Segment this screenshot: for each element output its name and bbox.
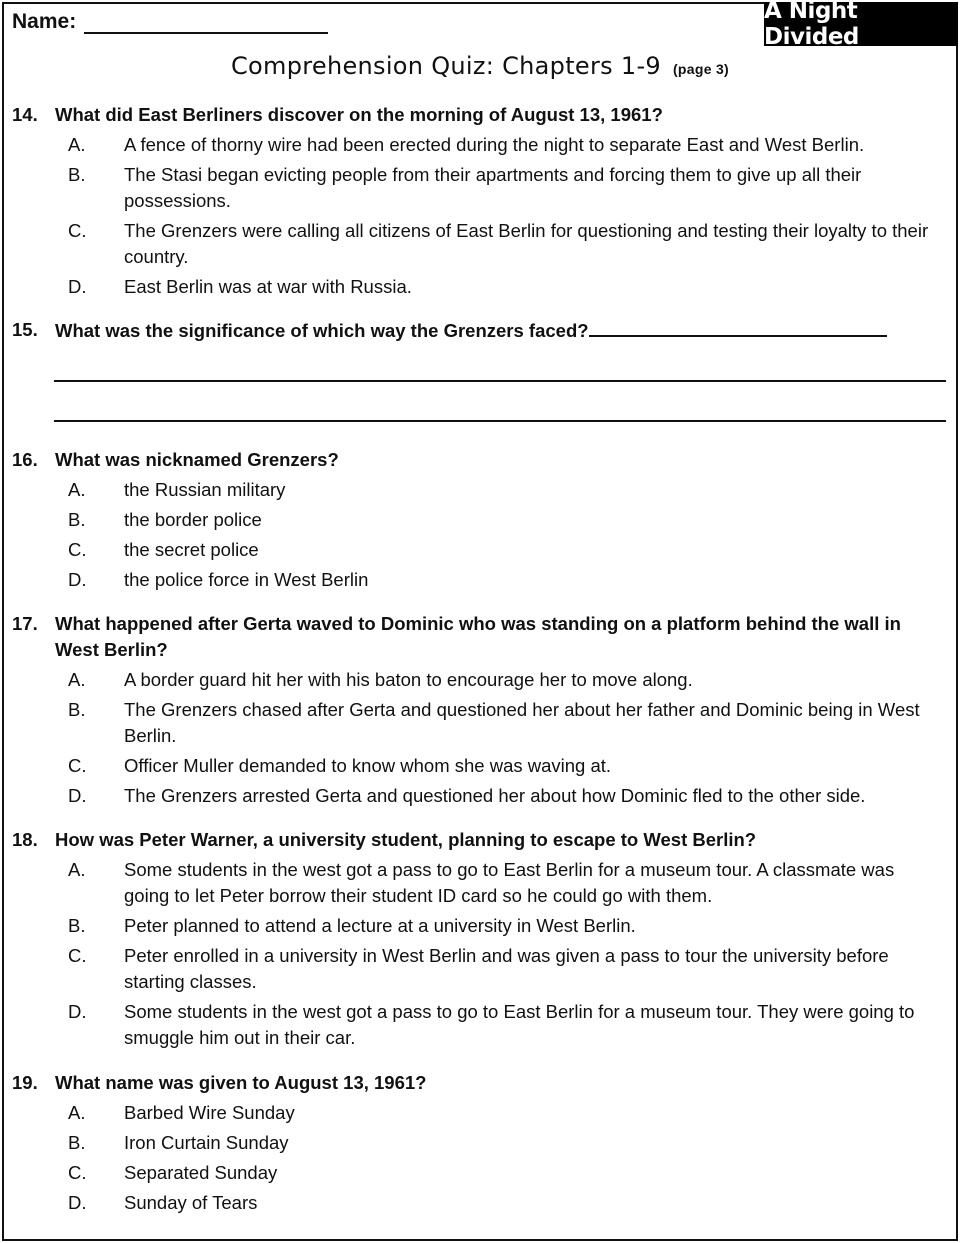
option-text: A border guard hit her with his baton to encourage her to move along. [124, 669, 693, 690]
option-letter: B. [68, 509, 86, 530]
option-letter: A. [68, 134, 86, 155]
quiz-title-text: Comprehension Quiz: Chapters 1-9 [230, 52, 661, 80]
option-letter: A. [68, 1102, 86, 1123]
option-letter: D. [68, 785, 87, 806]
option-text: The Grenzers chased after Gerta and questioned her about her father and Dominic being in West Berlin. [124, 699, 920, 746]
question-number: 18. [12, 829, 38, 850]
option-c[interactable] [12, 1160, 942, 1186]
option-text: A fence of thorny wire had been erected during the night to separate East and West Berlin. [124, 134, 865, 155]
answer-line[interactable] [54, 420, 946, 422]
option-c[interactable] [12, 218, 942, 270]
option-letter: D. [68, 276, 87, 297]
answer-line[interactable] [54, 380, 946, 382]
question-19 [12, 1070, 942, 1216]
question-number: 15. [12, 319, 38, 340]
option-text: The Grenzers were calling all citizens of East Berlin for questioning and testing their loyalty to their country. [124, 220, 929, 267]
answer-blank-inline[interactable] [589, 317, 887, 337]
book-title-badge: A Night Divided [764, 2, 958, 46]
name-field [12, 10, 328, 34]
question-text: What was the significance of which way the Grenzers faced? [55, 320, 589, 341]
option-text: Peter enrolled in a university in West Berlin and was given a pass to tour the university before starting classes. [124, 945, 889, 992]
option-d[interactable] [12, 567, 942, 593]
question-number: 14. [12, 104, 38, 125]
question-line [55, 317, 942, 344]
option-letter: C. [68, 755, 87, 776]
question-17 [12, 611, 942, 809]
option-d[interactable] [12, 999, 942, 1051]
option-text: Officer Muller demanded to know whom she was waving at. [124, 755, 612, 776]
name-label: Name: [12, 10, 77, 33]
question-text: How was Peter Warner, a university student, planning to escape to West Berlin? [55, 829, 757, 850]
option-letter: B. [68, 164, 86, 185]
option-letter: B. [68, 915, 86, 936]
option-letter: A. [68, 479, 86, 500]
option-text: Some students in the west got a pass to go to East Berlin for a museum tour. They were going to smuggle him out in their car. [124, 1001, 915, 1048]
question-number: 17. [12, 613, 38, 634]
question-15 [12, 317, 942, 344]
option-text: The Stasi began evicting people from their apartments and forcing them to give up all their possessions. [124, 164, 862, 211]
option-c[interactable] [12, 537, 942, 563]
option-text: the police force in West Berlin [124, 569, 369, 590]
option-text: the secret police [124, 539, 259, 560]
option-letter: C. [68, 220, 87, 241]
option-b[interactable] [12, 1130, 942, 1156]
option-a[interactable] [12, 132, 942, 158]
page-note: (page 3) [672, 61, 730, 77]
option-letter: D. [68, 1001, 87, 1022]
question-text: What was nicknamed Grenzers? [55, 449, 339, 470]
option-a[interactable] [12, 667, 942, 693]
question-number: 16. [12, 449, 38, 470]
quiz-title [0, 52, 960, 80]
option-text: The Grenzers arrested Gerta and questioned her about how Dominic fled to the other side. [124, 785, 866, 806]
option-a[interactable] [12, 857, 942, 909]
option-text: Peter planned to attend a lecture at a university in West Berlin. [124, 915, 636, 936]
option-text: the Russian military [124, 479, 286, 500]
question-number: 19. [12, 1072, 38, 1093]
question-text: What name was given to August 13, 1961? [55, 1072, 427, 1093]
question-16 [12, 447, 942, 593]
option-b[interactable] [12, 162, 942, 214]
option-text: East Berlin was at war with Russia. [124, 276, 412, 297]
question-14 [12, 102, 942, 300]
option-text: Iron Curtain Sunday [124, 1132, 289, 1153]
question-18 [12, 827, 942, 1051]
option-letter: D. [68, 569, 87, 590]
option-letter: D. [68, 1192, 87, 1213]
option-d[interactable] [12, 274, 942, 300]
option-b[interactable] [12, 913, 942, 939]
option-b[interactable] [12, 697, 942, 749]
option-letter: C. [68, 539, 87, 560]
question-text: What did East Berliners discover on the morning of August 13, 1961? [55, 104, 663, 125]
option-text: Barbed Wire Sunday [124, 1102, 295, 1123]
option-text: Some students in the west got a pass to go to East Berlin for a museum tour. A classmate was going to let Peter borrow their student ID card so he could go with them. [124, 859, 895, 906]
option-b[interactable] [12, 507, 942, 533]
question-text: What happened after Gerta waved to Dominic who was standing on a platform behind the wall in West Berlin? [55, 613, 901, 660]
option-letter: C. [68, 1162, 87, 1183]
option-letter: A. [68, 859, 86, 880]
option-c[interactable] [12, 943, 942, 995]
name-blank-line[interactable] [84, 12, 328, 34]
option-c[interactable] [12, 753, 942, 779]
option-letter: A. [68, 669, 86, 690]
option-d[interactable] [12, 783, 942, 809]
option-text: the border police [124, 509, 262, 530]
option-letter: C. [68, 945, 87, 966]
option-text: Sunday of Tears [124, 1192, 258, 1213]
option-d[interactable] [12, 1190, 942, 1216]
option-text: Separated Sunday [124, 1162, 278, 1183]
option-a[interactable] [12, 1100, 942, 1126]
option-a[interactable] [12, 477, 942, 503]
option-letter: B. [68, 1132, 86, 1153]
option-letter: B. [68, 699, 86, 720]
